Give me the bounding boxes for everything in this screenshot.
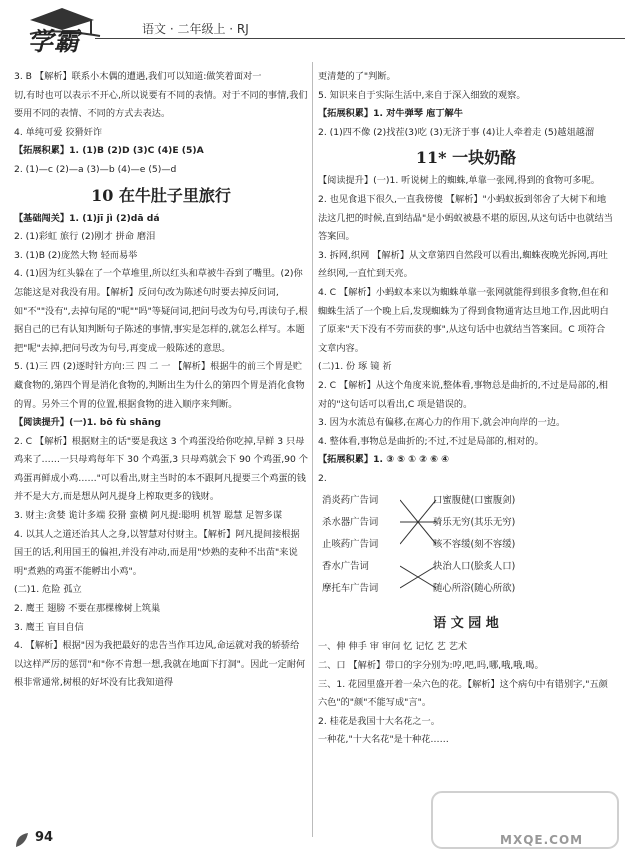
answer-line: 三、1. 花园里盛开着一朵六色的花。【解析】这个病句中有错别字,"五颜六色"的"颜"不能写成"言"。 bbox=[318, 678, 608, 709]
lesson-title: 11* 一块奶酪 bbox=[415, 148, 517, 168]
answer-line: 4. (1)因为红头躲在了一个草堆里,所以红头和草被牛吞到了嘴里。(2)你怎能这是对我没有用。【解析】反问句改为陈述句时要去掉反问词,如"不""没有",去掉句尾的"呢""吗"等疑问词,把问号改为句号,再读句子,根据自己的已有认知判断句子陈述的事情,事实是怎样的,就怎么样写。本题把"呢"去掉,把问号改为句号,再变成一般陈述的意思。 bbox=[14, 268, 308, 354]
column-divider bbox=[312, 62, 313, 837]
answer-line: 二、口 【解析】带口的字分别为:哼,吧,吗,哪,哦,哦,喝。 bbox=[318, 660, 544, 672]
page-number: 94 bbox=[35, 830, 54, 845]
answer-line: 4. 单纯可爱 狡猾奸诈 bbox=[14, 126, 103, 138]
answer-line: 切,有时也可以表示不开心,所以说要有不同的表情。对于不同的事情,我们要用不同的表情、不同的方式去表达。 bbox=[14, 89, 308, 120]
answer-line: 2. (1)四不像 (2)找茬(3)吃 (3)无济于事 (4)让人牵着走 (5)越俎越溜 bbox=[318, 126, 595, 138]
answer-line: 【阅读提升】(一)1. 听说树上的蜘蛛,单靠一张网,得到的食物可多呢。 bbox=[318, 175, 600, 187]
subject-label: 语文 · 二年级上 · RJ bbox=[142, 22, 249, 36]
logo-text: 学霸 bbox=[28, 27, 81, 56]
answer-line: 3. (1)B (2)庞然大物 轻而易举 bbox=[14, 249, 138, 261]
answer-line: 2. 桂花是我国十大名花之一。 bbox=[318, 715, 440, 727]
match-right-item: 骑乐无穷(其乐无穷) bbox=[433, 517, 516, 529]
answer-line: (二)1. 危险 孤立 bbox=[14, 584, 82, 596]
yuwen-yuandi-heading: 语 文 园 地 bbox=[433, 616, 499, 632]
section-heading: 【基础闯关】1. (1)jī jì (2)dā dá bbox=[14, 212, 160, 224]
left-column bbox=[14, 68, 308, 693]
answer-line: 2. (1)—c (2)—a (3)—b (4)—e (5)—d bbox=[14, 163, 177, 175]
leaf-icon bbox=[14, 832, 30, 848]
answer-line: 4. C 【解析】小蚂蚁本来以为蜘蛛单靠一张网就能得到很多食物,但在和蜘蛛生活了一个晚上后,发现蜘蛛为了得到食物通宵达旦地工作,因此明白了原来"天下没有不劳而获的事",从这句话中也就结当答案回。C 项符合文章内容。 bbox=[318, 286, 609, 354]
section-heading: 【拓展积累】1. 对牛弹琴 庖丁解牛 bbox=[318, 108, 463, 120]
answer-line: 2. bbox=[318, 472, 327, 484]
right-column bbox=[318, 68, 614, 750]
answer-line: 更清楚的了"判断。 bbox=[318, 71, 396, 82]
answer-line: 3. 财主:贪婪 诡计多端 狡猾 蛮横 阿凡提:聪明 机智 聪慧 足智多谋 bbox=[14, 510, 283, 522]
section-heading: 【阅读提升】(一)1. bō fù shāng bbox=[14, 417, 161, 429]
answer-line: 5. (1)三 四 (2)逐时针方向:三 四 二 一 【解析】根据牛的前三个胃是贮藏食物的,第四个胃是消化食物的,判断出生为什么的第四个胃是消化食物的胃。另外三个胃的位置,根据食物的进入顺序来判断。 bbox=[14, 361, 305, 410]
match-left-item: 摩托车广告词 bbox=[322, 583, 379, 595]
answer-line: 2. C 【解析】从这个角度来说,整体看,事物总是曲折的,不过是局部的,相对的"这句话可以看出,C 项是错误的。 bbox=[318, 379, 608, 410]
matching-diagram bbox=[318, 488, 614, 608]
answer-line: 4. 以其人之道还治其人之身,以智慧对付财主。【解析】阿凡提间接根据国王的话,利用国王的偏袒,并没有冲动,而是用"炒熟的麦种不出苗"来说明"煮熟的鸡蛋不能孵出小鸡"。 bbox=[14, 528, 300, 577]
section-heading: 【拓展积累】1. ③ ⑤ ① ② ⑥ ④ bbox=[318, 454, 449, 466]
answer-line: 2. 鹰王 翅膀 不要在那棵橡树上筑巢 bbox=[14, 603, 161, 615]
answer-line: 一种花,"十大名花"是十种花…… bbox=[318, 734, 449, 746]
match-left-item: 止咳药广告词 bbox=[322, 539, 379, 551]
section-heading: 【拓展积累】1. (1)B (2)D (3)C (4)E (5)A bbox=[14, 145, 204, 157]
answer-line: 2. C 【解析】根据财主的话"要是我这 3 个鸡蛋没给你吃掉,早鲜 3 只母鸡来了……一只母鸡每年下 30 个鸡蛋,3 只母鸡就会下 90 个鸡蛋,90 个鸡蛋再鲜成小鸡……"可以看出,财主当时的本不跟阿凡提要三个鸡蛋的钱并不是大方,而是想从阿凡提身上榨取更多的钱财。 bbox=[14, 435, 308, 503]
answer-line: (二)1. 份 琢 镜 祈 bbox=[318, 361, 392, 373]
answer-line: 4. 整体看,事物总是曲折的;不过,不过是局部的,相对的。 bbox=[318, 435, 544, 447]
match-right-item: 快治人口(脍炙人口) bbox=[433, 561, 516, 573]
answer-line: 5. 知识来自于实际生活中,来自于深入细致的观察。 bbox=[318, 89, 526, 101]
answer-line: 4. 【解析】根据"因为我把最好的忠告当作耳边风,命运就对我的轿骄给以这样严厉的惩罚"和"你不肯想一想,我就在地面下打洞"。因此一定耐何根非常通常,树根的好坏没有比我知道得 bbox=[14, 640, 306, 689]
page-header bbox=[0, 0, 625, 66]
lesson-title: 10 在牛肚子里旅行 bbox=[91, 185, 231, 205]
match-right-item: 随心所浴(随心所欲) bbox=[433, 583, 516, 595]
answer-line: 3. 因为水流总有偏移,在离心力的作用下,就会冲向岸的一边。 bbox=[318, 417, 566, 429]
watermark-text: MXQE.COM bbox=[500, 833, 584, 847]
match-right-item: 口蜜腹健(口蜜腹剑) bbox=[433, 495, 516, 507]
header-rule bbox=[95, 38, 625, 39]
answer-line: 2. 也见食退下很久,一直我傍傻 【解析】"小蚂蚁扳到邻舍了大树下和地法这几把的时候,直到结晶"是小蚂蚁被悬不堪的原因,从这句话中也就结当答案回。 bbox=[318, 193, 613, 243]
answer-line: 一、伸 伸手 审 审问 忆 记忆 艺 艺术 bbox=[318, 641, 468, 653]
answer-line: 2. (1)彩虹 旅行 (2)刚才 拼命 磨泪 bbox=[14, 231, 156, 243]
answer-line: 3. 拆网,织网 【解析】从文章第四自然段可以看出,蜘蛛夜晚光拆网,再吐丝织网,一直忙到天亮。 bbox=[318, 249, 608, 280]
match-left-item: 杀水器广告词 bbox=[322, 517, 379, 529]
match-right-item: 咳不容缓(刻不容缓) bbox=[433, 539, 516, 551]
match-left-item: 香水广告词 bbox=[322, 561, 369, 573]
answer-line: 3. 鹰王 盲目自信 bbox=[14, 621, 84, 633]
answer-line: 3. B 【解析】联系小木偶的遭遇,我们可以知道:做笑着面对一 bbox=[14, 71, 262, 82]
match-left-item: 消炎药广告词 bbox=[322, 495, 379, 507]
